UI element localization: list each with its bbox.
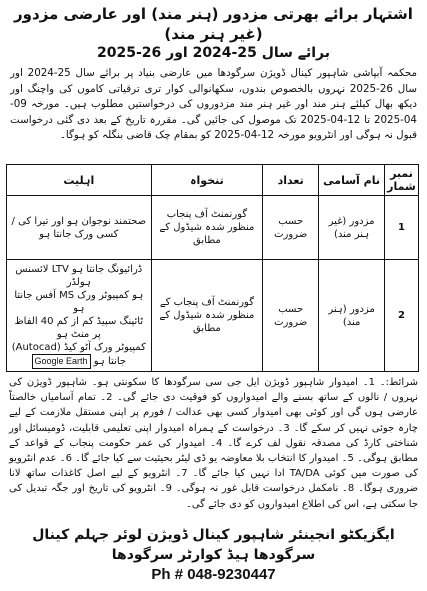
qualification-line: ٹائپنگ سپیڈ کم از کم 40 الفاظ پر منٹ ہو — [14, 315, 144, 340]
table-row — [7, 260, 419, 372]
qualification-line — [9, 354, 149, 369]
row-count: حسب ضرورت — [263, 260, 319, 372]
qualification-line: کمپیوٹر ورک آٹو کیڈ (Autocad) — [11, 341, 146, 353]
jobs-table — [6, 164, 419, 372]
row-serial: 1 — [385, 196, 419, 260]
row-salary: گورنمنٹ آف پنجاب کے منظور شدہ شیڈول کے مطابق — [151, 260, 263, 372]
qualification-line: ڈرائیونگ جانتا ہو LTV لائسنس ہولڈر — [15, 263, 143, 288]
row-serial: 2 — [385, 260, 419, 372]
ad-footer — [6, 525, 421, 585]
ad-intro-paragraph: محکمہ آبپاشی شاہپور کینال ڈویژن سرگودھا میں عارضی بنیاد پر برائے سال 25-2024 اور سال 26-2025 نہروں بالخصوص بندوں، سکھانوالی کوار تری ترقیاتی کاموں کی واچنگ اور دیکھ بھال کیلئے ہنر مند اور غیر ہنر مند مزدوروں کی درخواستیں مطلوب ہیں۔ مورخہ 09-04-2025 تا 12-04-2025 تک موصول کی جائیں گی۔ مقررہ تاریخ کے بعد دی گئی درخواست قبول نہ ہوگی اور انٹرویو مورخہ 12-04-2025 کو بمقام چک قاضی بنگلہ کو ہوگا۔ — [10, 67, 417, 142]
ad-title: اشتہار برائے بھرتی مزدور (ہنر مند) اور عارضی مزدور (غیر ہنر مند) — [14, 5, 413, 43]
phone-number: Ph # 048-9230447 — [151, 566, 276, 583]
qualification-line: ہو کمپیوٹر ورک MS آفس جانتا ہو — [14, 289, 144, 314]
issuing-office: ایگزیکٹو انجینئر شاہپور کینال ڈویژن لوئر جہلم کینال سرگودھا ہیڈ کوارٹر سرگودھا — [32, 527, 395, 563]
row-count: حسب ضرورت — [263, 196, 319, 260]
table-header-row — [7, 165, 419, 196]
google-earth-badge: Google Earth — [32, 354, 91, 369]
terms-and-conditions: شرائط:۔ 1۔ امیدوار شاہپور ڈویژن ایل جی سی سرگودھا کا سکونتی ہو۔ شاہپور ڈویژن کی نہروں / نالوں کے ساتھ بسنے والے امیدواروں کو فوقیت دی جائے گی۔ 2۔ تمام آسامیاں خالصتاً عارضی ہوں گی اور کوئی بھی امیدوار کسی بھی عدالت / فورم پر اپنی مستقل ملازمت کے لیے چارہ جوئی نہیں کر سکے گا۔ 3۔ درخواست کے ہمراہ امیدوار اپنی تعلیمی قابلیت، ڈومیسائل اور شناختی کارڈ کی مصدقہ نقول لف کرے گا۔ 4۔ امیدوار کی عمر حکومت پنجاب کے قواعد کے مطابق ہوگی۔ 5۔ امیدوار کا انتخاب بلا معاوضہ یو ڈی لیٹر بحیثیت سے کیا جائے گا۔ 6۔ عدم انٹرویو کی صورت میں کوئی TA/DA ادا نہیں کیا جائے گا۔ 7۔ انٹرویو کے لیے اصل کاغذات ساتھ لانا ضروری ہوگا۔ 8۔ نامکمل درخواست قابل غور نہ ہوگی۔ 9۔ انٹرویو کی تاریخ اور جگہ تبدیل کی جا سکتی ہے، اس کی اطلاع امیدواروں کو دی جائے گی۔ — [9, 377, 419, 510]
qualification-tail: جانتا ہو — [93, 355, 127, 367]
row-salary: گورنمنٹ آف پنجاب منظور شدہ شیڈول کے مطابق — [151, 196, 263, 260]
row-qualification: صحتمند نوجوان ہو اور تیرا کی / کسی ورک جانتا ہو — [7, 196, 152, 260]
table-row — [7, 196, 419, 260]
ad-year-line: برائے سال 25-2024 اور 26-2025 — [97, 45, 330, 61]
header-qualification: اہلیت — [7, 165, 152, 196]
header-serial: نمبر شمار — [385, 165, 419, 196]
row-qualification — [7, 260, 152, 372]
ad-header — [6, 4, 421, 62]
header-salary: تنخواہ — [151, 165, 263, 196]
header-post-name: نام آسامی — [319, 165, 385, 196]
header-count: تعداد — [263, 165, 319, 196]
row-post-name: مزدور (غیر ہنر مند) — [319, 196, 385, 260]
row-post-name: مزدور (ہنر مند) — [319, 260, 385, 372]
